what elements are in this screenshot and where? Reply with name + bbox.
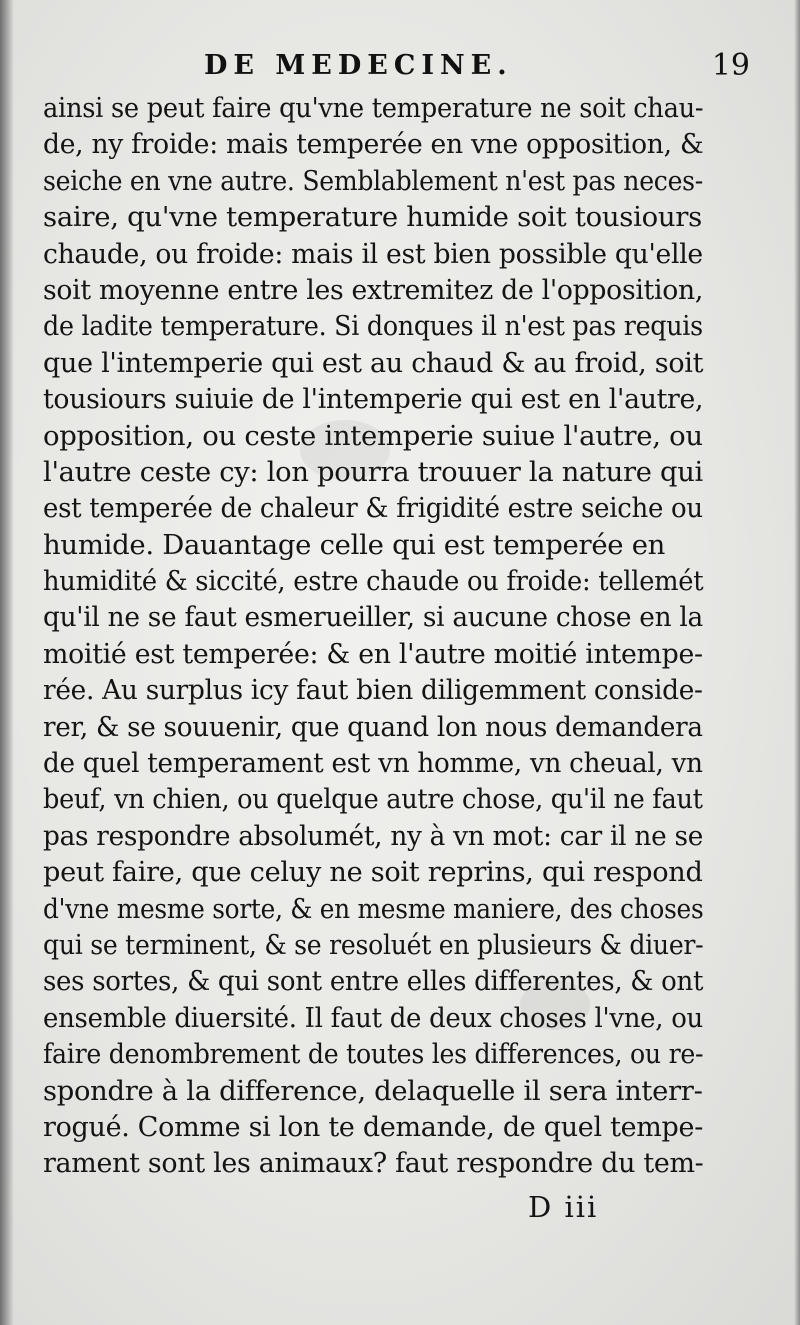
body-text: [43, 90, 703, 1182]
page-number: 19: [711, 48, 750, 83]
text-line: saire, qu'vne temperature humide soit tousiours: [43, 201, 702, 234]
text-line: humide. Dauantage celle qui est temperée en: [43, 528, 666, 561]
text-line: de, ny froide: mais temperée en vne opposition, &: [43, 128, 704, 161]
text-line: rament sont les animaux? faut respondre du tem-: [43, 1147, 704, 1180]
text-line: qu'il ne se faut esmerueiller, si aucune chose en la: [43, 601, 703, 634]
text-line: tousiours suiuie de l'intemperie qui est en l'autre,: [43, 383, 704, 416]
text-line: ensemble diuersité. Il faut de deux choses l'vne, ou: [43, 1001, 703, 1034]
text-line: chaude, ou froide: mais il est bien possible qu'elle: [43, 237, 703, 270]
text-line: opposition, ou ceste intemperie suiue l'autre, ou: [43, 419, 703, 452]
text-line: qui se terminent, & se resoluét en plusieurs & diuer-: [43, 928, 704, 961]
text-line: soit moyenne entre les extremitez de l'opposition,: [43, 273, 704, 306]
text-line: moitié est temperée: & en l'autre moitié intempe-: [43, 637, 703, 670]
text-line: beuf, vn chien, ou quelque autre chose, qu'il ne faut: [43, 783, 703, 816]
text-line: ses sortes, & qui sont entre elles differentes, & ont: [43, 965, 704, 998]
text-line: faire denombrement de toutes les differences, ou re-: [43, 1038, 704, 1071]
signature-mark: D iii: [528, 1190, 599, 1224]
text-line: ainsi se peut faire qu'vne temperature ne soit chau-: [43, 92, 704, 124]
page-header: [40, 48, 760, 88]
text-line: rogué. Comme si lon te demande, de quel tempe-: [43, 1110, 704, 1143]
text-line: que l'intemperie qui est au chaud & au froid, soit: [43, 346, 704, 379]
text-line: peut faire, que celuy ne soit reprins, qui respond: [43, 856, 703, 889]
text-line: l'autre ceste cy: lon pourra trouuer la nature qui: [43, 455, 704, 488]
text-line: seiche en vne autre. Semblablement n'est pas neces-: [43, 164, 703, 197]
text-line: humidité & siccité, estre chaude ou froide: tellemét: [43, 565, 704, 598]
text-line: de ladite temperature. Si donques il n'est pas requis: [43, 310, 703, 343]
text-line: spondre à la difference, delaquelle il sera interr-: [43, 1074, 703, 1107]
text-line: est temperée de chaleur & frigidité estre seiche ou: [43, 492, 703, 525]
text-line: de quel temperament est vn homme, vn cheual, vn: [43, 747, 703, 780]
text-line: rer, & se souuenir, que quand lon nous demandera: [43, 710, 703, 743]
text-line: pas respondre absolumét, ny à vn mot: car il ne se: [43, 819, 704, 852]
text-line: d'vne mesme sorte, & en mesme maniere, des choses: [43, 892, 704, 925]
text-line: rée. Au surplus icy faut bien diligemment conside-: [43, 674, 703, 707]
page-left-edge-shadow: [0, 0, 14, 1325]
running-head: DE MEDECINE.: [204, 50, 513, 81]
page-right-edge-shadow: [794, 0, 800, 1325]
